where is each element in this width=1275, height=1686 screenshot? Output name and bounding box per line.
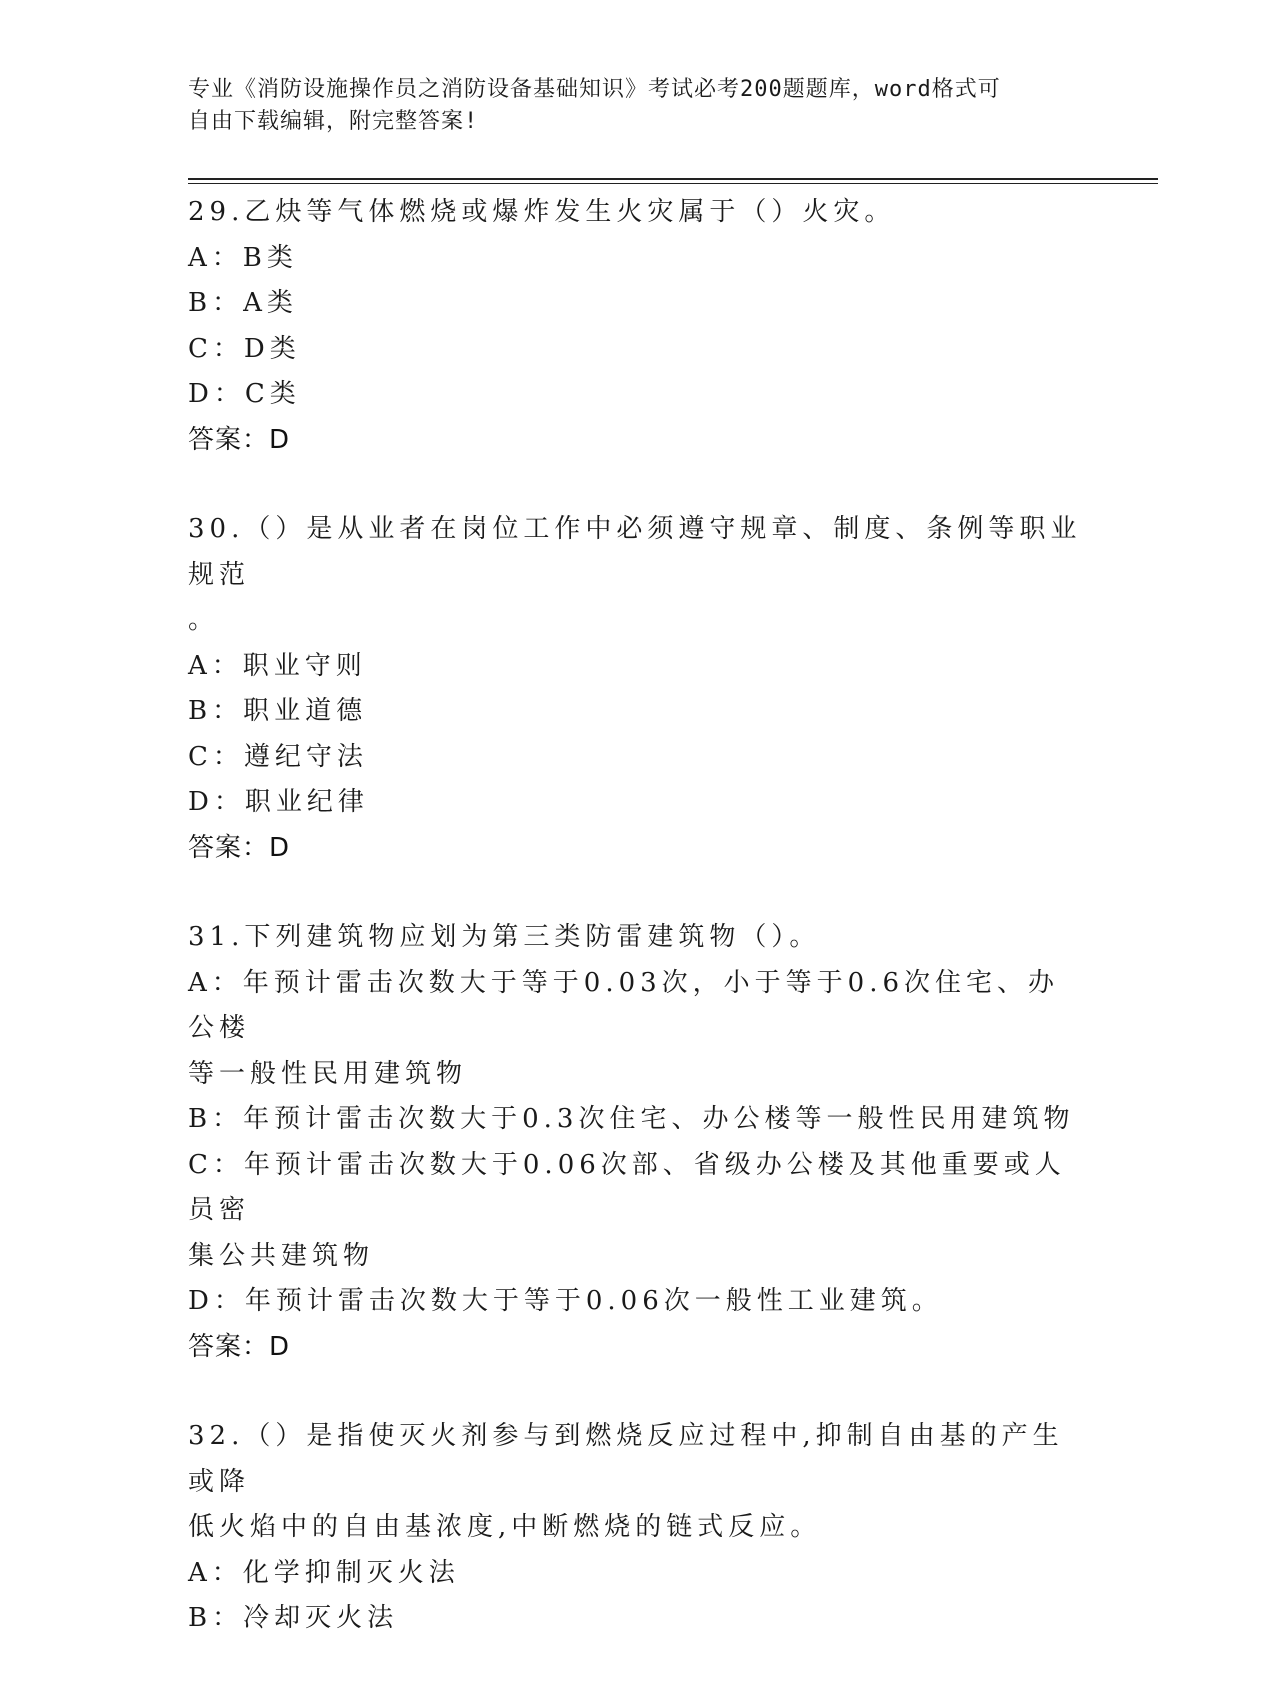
option-a: A：B类 xyxy=(188,242,298,273)
answer: 答案：D xyxy=(188,832,291,863)
answer: 答案：D xyxy=(188,424,291,455)
question-stem-continued: 。 xyxy=(188,605,220,635)
option-c: C：年预计雷击次数大于0.06次部、省级办公楼及其他重要或人员密 xyxy=(188,1149,1066,1225)
option-b: B：A类 xyxy=(188,288,298,318)
question-stem: 31.下列建筑物应划为第三类防雷建筑物（）。 xyxy=(188,922,821,952)
page-header xyxy=(188,74,1068,138)
header-divider xyxy=(188,178,1158,184)
answer: 答案：D xyxy=(188,1331,291,1362)
question-30 xyxy=(188,507,1088,871)
question-list xyxy=(188,190,1088,1686)
option-a: A：职业守则 xyxy=(188,650,367,681)
question-stem: 32.（）是指使灭火剂参与到燃烧反应过程中,抑制自由基的产生或降 xyxy=(188,1421,1064,1497)
option-c: C：D类 xyxy=(188,333,301,364)
option-d: D：职业纪律 xyxy=(188,787,369,817)
option-c-continued: 集公共建筑物 xyxy=(188,1240,375,1271)
question-stem-continued: 低火焰中的自由基浓度,中断燃烧的链式反应。 xyxy=(188,1512,822,1542)
header-line-2: 自由下载编辑，附完整答案! xyxy=(188,109,479,134)
option-a: A：年预计雷击次数大于等于0.03次，小于等于0.6次住宅、办公楼 xyxy=(188,967,1060,1043)
option-b: B：年预计雷击次数大于0.3次住宅、办公楼等一般性民用建筑物 xyxy=(188,1104,1075,1134)
option-a: A：化学抑制灭火法 xyxy=(188,1557,460,1588)
question-stem: 29.乙炔等气体燃烧或爆炸发生火灾属于（）火灾。 xyxy=(188,197,896,227)
option-d: D：C类 xyxy=(188,379,301,409)
question-32 xyxy=(188,1414,1088,1642)
question-stem: 30.（）是从业者在岗位工作中必须遵守规章、制度、条例等职业规范 xyxy=(188,514,1082,590)
option-c: C：遵纪守法 xyxy=(188,741,368,772)
option-b: B：冷却灭火法 xyxy=(188,1603,399,1633)
header-line-1: 专业《消防设施操作员之消防设备基础知识》考试必考200题题库，word格式可 xyxy=(188,77,1001,102)
option-d: D：年预计雷击次数大于等于0.06次一般性工业建筑。 xyxy=(188,1286,943,1316)
question-31 xyxy=(188,915,1088,1370)
option-a-continued: 等一般性民用建筑物 xyxy=(188,1058,468,1089)
option-b: B：职业道德 xyxy=(188,696,368,726)
question-29 xyxy=(188,190,1088,463)
